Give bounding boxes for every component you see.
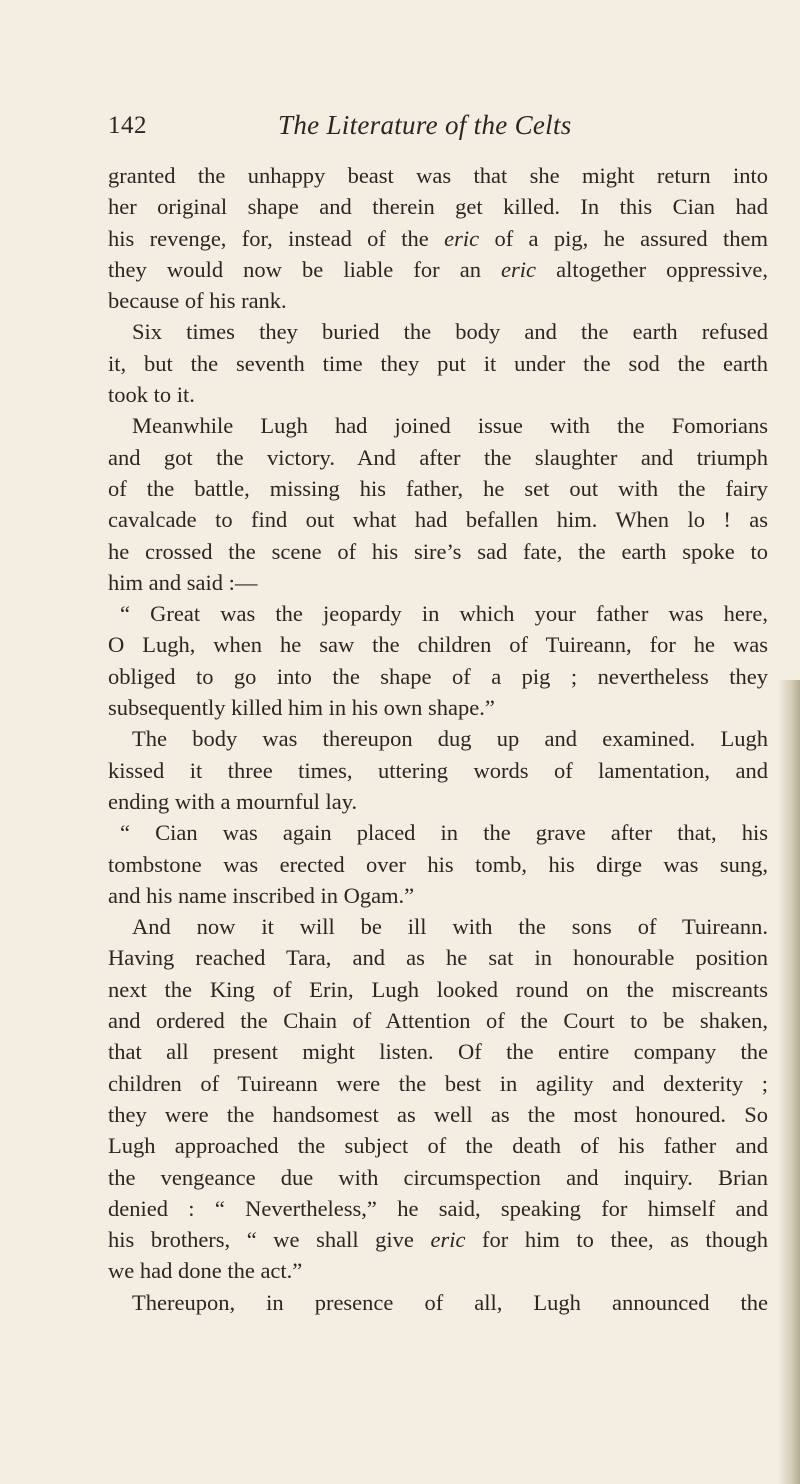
text-line: we had done the act.”: [108, 1258, 303, 1284]
text-line: granted the unhappy beast was that she might return into: [108, 163, 768, 188]
text-line: next the King of Erin, Lugh looked round on the miscreants: [108, 976, 768, 1002]
page-edge-shadow: [778, 680, 800, 1484]
running-head: The Literature of the Celts: [278, 110, 572, 140]
paragraph-start: Meanwhile Lugh had joined issue with the Fomorians: [132, 413, 768, 439]
text-line: Lugh approached the subject of the death of his father and: [108, 1133, 768, 1159]
text-line: of the battle, missing his father, he set out with the fairy: [108, 475, 768, 501]
italic-term: eric: [444, 225, 480, 251]
quote-start: “ Cian was again placed in the grave after that, his: [120, 820, 768, 846]
text-line: that all present might listen. Of the entire company the: [108, 1039, 768, 1065]
text-line: it, but the seventh time they put it under the sod the earth: [108, 350, 768, 376]
page-header: [108, 112, 768, 152]
text-line: his brothers, “ we shall give eric for him to thee, as though: [108, 1227, 768, 1253]
text-line: he crossed the scene of his sire’s sad fate, the earth spoke to: [108, 538, 768, 564]
text-line: and his name inscribed in Ogam.”: [108, 882, 415, 908]
italic-term: eric: [501, 256, 537, 282]
text-line: obliged to go into the shape of a pig ; nevertheless they: [108, 663, 768, 689]
text-line: they would now be liable for an eric altogether oppressive,: [108, 256, 768, 282]
text-line: him and said :—: [108, 569, 258, 595]
text-line: her original shape and therein get killed. In this Cian had: [108, 194, 768, 220]
text-line: they were the handsomest as well as the most honoured. So: [108, 1101, 768, 1127]
page-number: 142: [108, 112, 147, 139]
text-line: his revenge, for, instead of the eric of a pig, he assured them: [108, 225, 768, 251]
text-line: Having reached Tara, and as he sat in honourable position: [108, 945, 768, 971]
text-line: kissed it three times, uttering words of lamentation, and: [108, 757, 768, 783]
paragraph-start: The body was thereupon dug up and examined. Lugh: [132, 726, 768, 752]
text-line: children of Tuireann were the best in agility and dexterity ;: [108, 1070, 768, 1096]
text-line: and ordered the Chain of Attention of the Court to be shaken,: [108, 1008, 768, 1034]
text-line: the vengeance due with circumspection and inquiry. Brian: [108, 1164, 768, 1190]
text-line: ending with a mournful lay.: [108, 788, 358, 814]
text-line: denied : “ Nevertheless,” he said, speaking for himself and: [108, 1195, 768, 1221]
text-line: cavalcade to find out what had befallen him. When lo ! as: [108, 507, 768, 533]
body-text: [108, 160, 768, 1318]
text-line: because of his rank.: [108, 288, 287, 314]
paragraph-start: Six times they buried the body and the earth refused: [132, 319, 768, 345]
text-line: tombstone was erected over his tomb, his dirge was sung,: [108, 851, 768, 877]
quote-start: “ Great was the jeopardy in which your father was here,: [120, 601, 768, 627]
paragraph-start: And now it will be ill with the sons of Tuireann.: [132, 914, 768, 940]
text-line: subsequently killed him in his own shape.”: [108, 695, 495, 721]
italic-term: eric: [430, 1227, 466, 1253]
text-line: O Lugh, when he saw the children of Tuireann, for he was: [108, 632, 768, 658]
text-line: took to it.: [108, 382, 195, 408]
paragraph-start: Thereupon, in presence of all, Lugh announced the: [132, 1289, 768, 1315]
text-line: and got the victory. And after the slaughter and triumph: [108, 444, 768, 470]
